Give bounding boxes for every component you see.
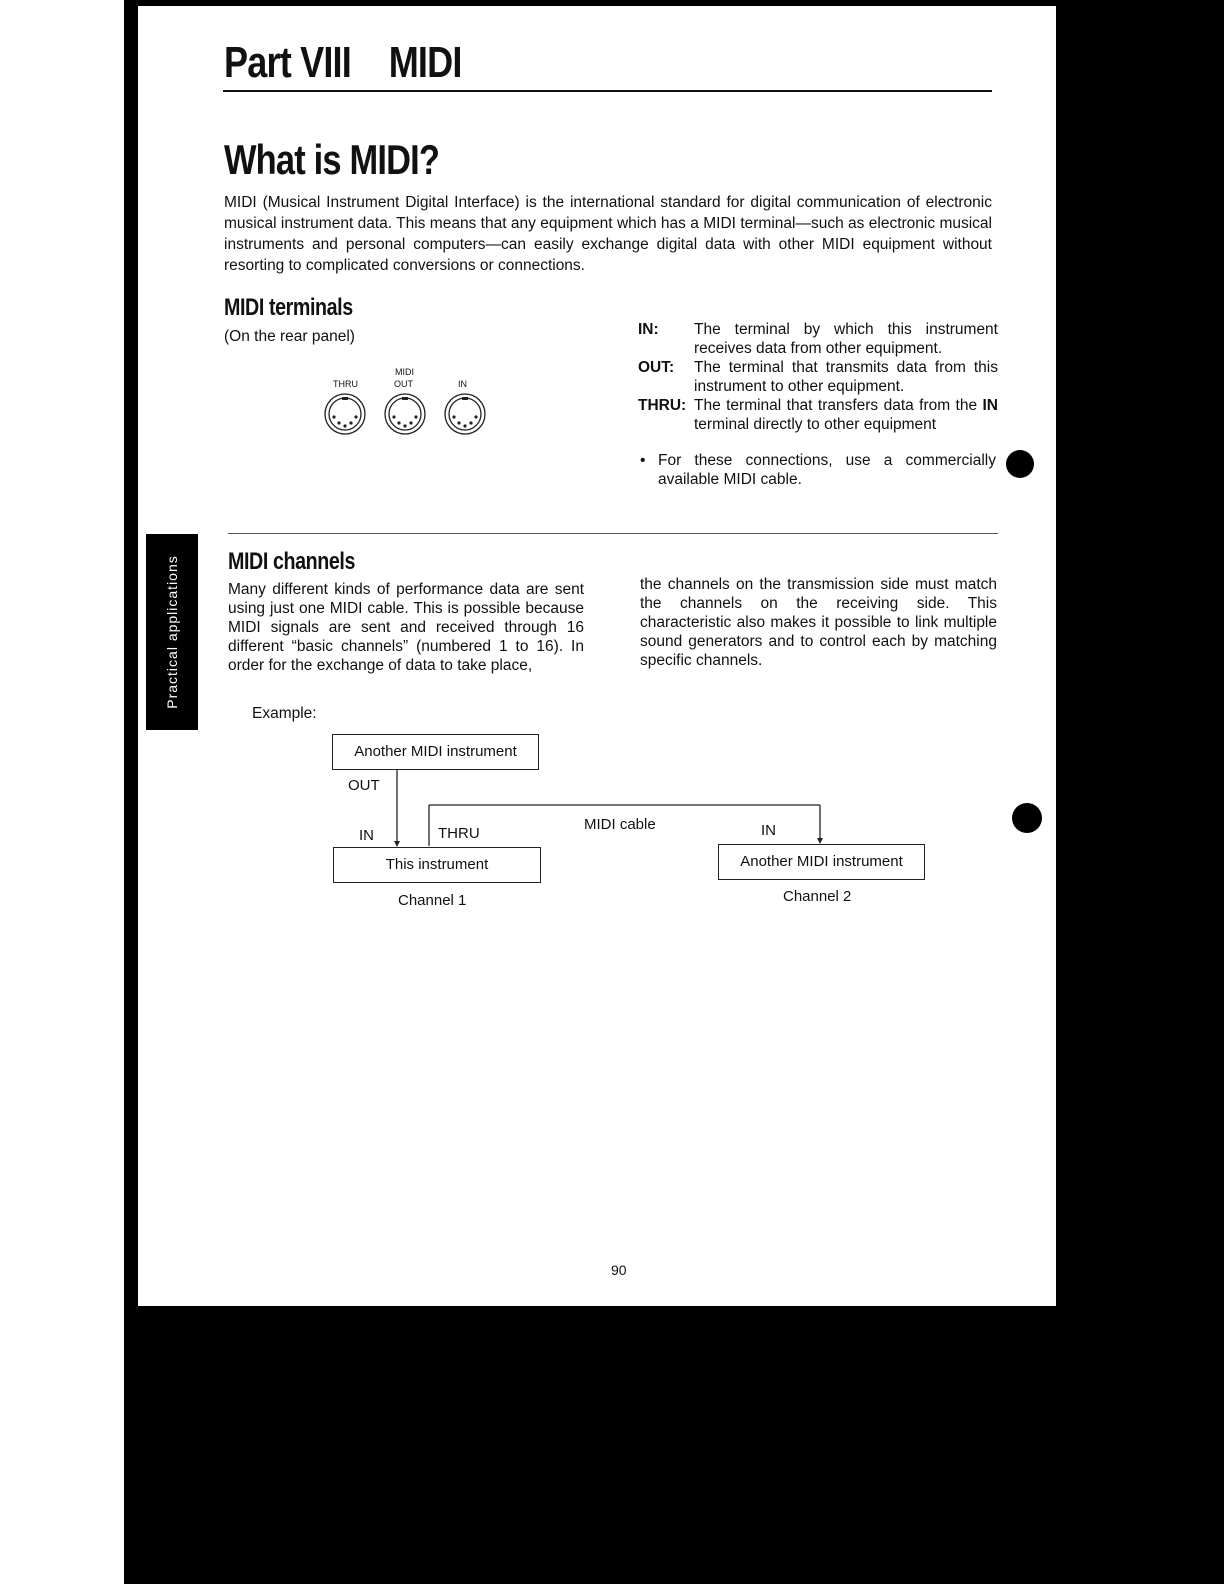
channel-1-label: Channel 1 bbox=[398, 892, 467, 909]
midi-jacks-illustration bbox=[320, 364, 500, 444]
jack-label-in: IN bbox=[458, 379, 467, 389]
channels-column-2: the channels on the transmission side must match the channels on the receiving side. This characteristic also makes it possible to link multiple sound generators and to control each by matching specific channels. bbox=[640, 576, 997, 669]
cable-label: MIDI cable bbox=[584, 816, 656, 833]
left-margin-area bbox=[0, 0, 124, 1584]
binder-hole-mark bbox=[1012, 803, 1042, 833]
example-label: Example: bbox=[252, 705, 317, 722]
terminal-definitions bbox=[638, 320, 998, 434]
channels-column-1: Many different kinds of performance data are sent using just one MIDI cable. This is possible because MIDI signals are sent and received through 16 different “basic channels” (numbered 1 to 16). In order for the exchange of data to take place, bbox=[228, 581, 584, 674]
definition-out: OUT: The terminal that transmits data from this instrument to other equipment. bbox=[638, 359, 998, 395]
in-label-left: IN bbox=[359, 827, 374, 844]
section-divider bbox=[228, 533, 998, 534]
jack-label-out: OUT bbox=[394, 379, 413, 389]
part-title: Part VIII MIDI bbox=[224, 38, 462, 87]
out-label: OUT bbox=[348, 777, 380, 794]
thru-label: THRU bbox=[438, 825, 480, 842]
destination-instrument-box: Another MIDI instrument bbox=[718, 844, 925, 880]
section-side-tab: Practical applications bbox=[146, 534, 198, 730]
cable-note: • For these connections, use a commercially available MIDI cable. bbox=[640, 452, 996, 488]
jack-label-thru: THRU bbox=[333, 379, 358, 389]
channels-heading: MIDI channels bbox=[228, 548, 355, 575]
definition-in: IN: The terminal by which this instrument receives data from other equipment. bbox=[638, 321, 998, 357]
page-heading: What is MIDI? bbox=[224, 136, 440, 183]
title-rule bbox=[223, 90, 992, 92]
bullet-icon: • bbox=[640, 452, 646, 469]
definition-thru: THRU: The terminal that transfers data from the IN terminal directly to other equipment bbox=[638, 397, 998, 433]
intro-paragraph: MIDI (Musical Instrument Digital Interface) is the international standard for digital communication of electronic musical instrument data. This means that any equipment which has a MIDI terminal—such as electronic musical instruments and personal computers—can easily exchange digital data with other MIDI equipment without resorting to complicated conversions or connections. bbox=[224, 194, 992, 274]
in-label-right: IN bbox=[761, 822, 776, 839]
terminals-heading: MIDI terminals bbox=[224, 294, 353, 321]
din-connectors-icon bbox=[320, 390, 500, 440]
channel-2-label: Channel 2 bbox=[783, 888, 852, 905]
terminals-subtitle: (On the rear panel) bbox=[224, 328, 355, 345]
this-instrument-box: This instrument bbox=[333, 847, 541, 883]
binder-hole-mark bbox=[1006, 450, 1034, 478]
page-number: 90 bbox=[611, 1262, 627, 1278]
jack-group-label: MIDI bbox=[395, 367, 414, 377]
source-instrument-box: Another MIDI instrument bbox=[332, 734, 539, 770]
